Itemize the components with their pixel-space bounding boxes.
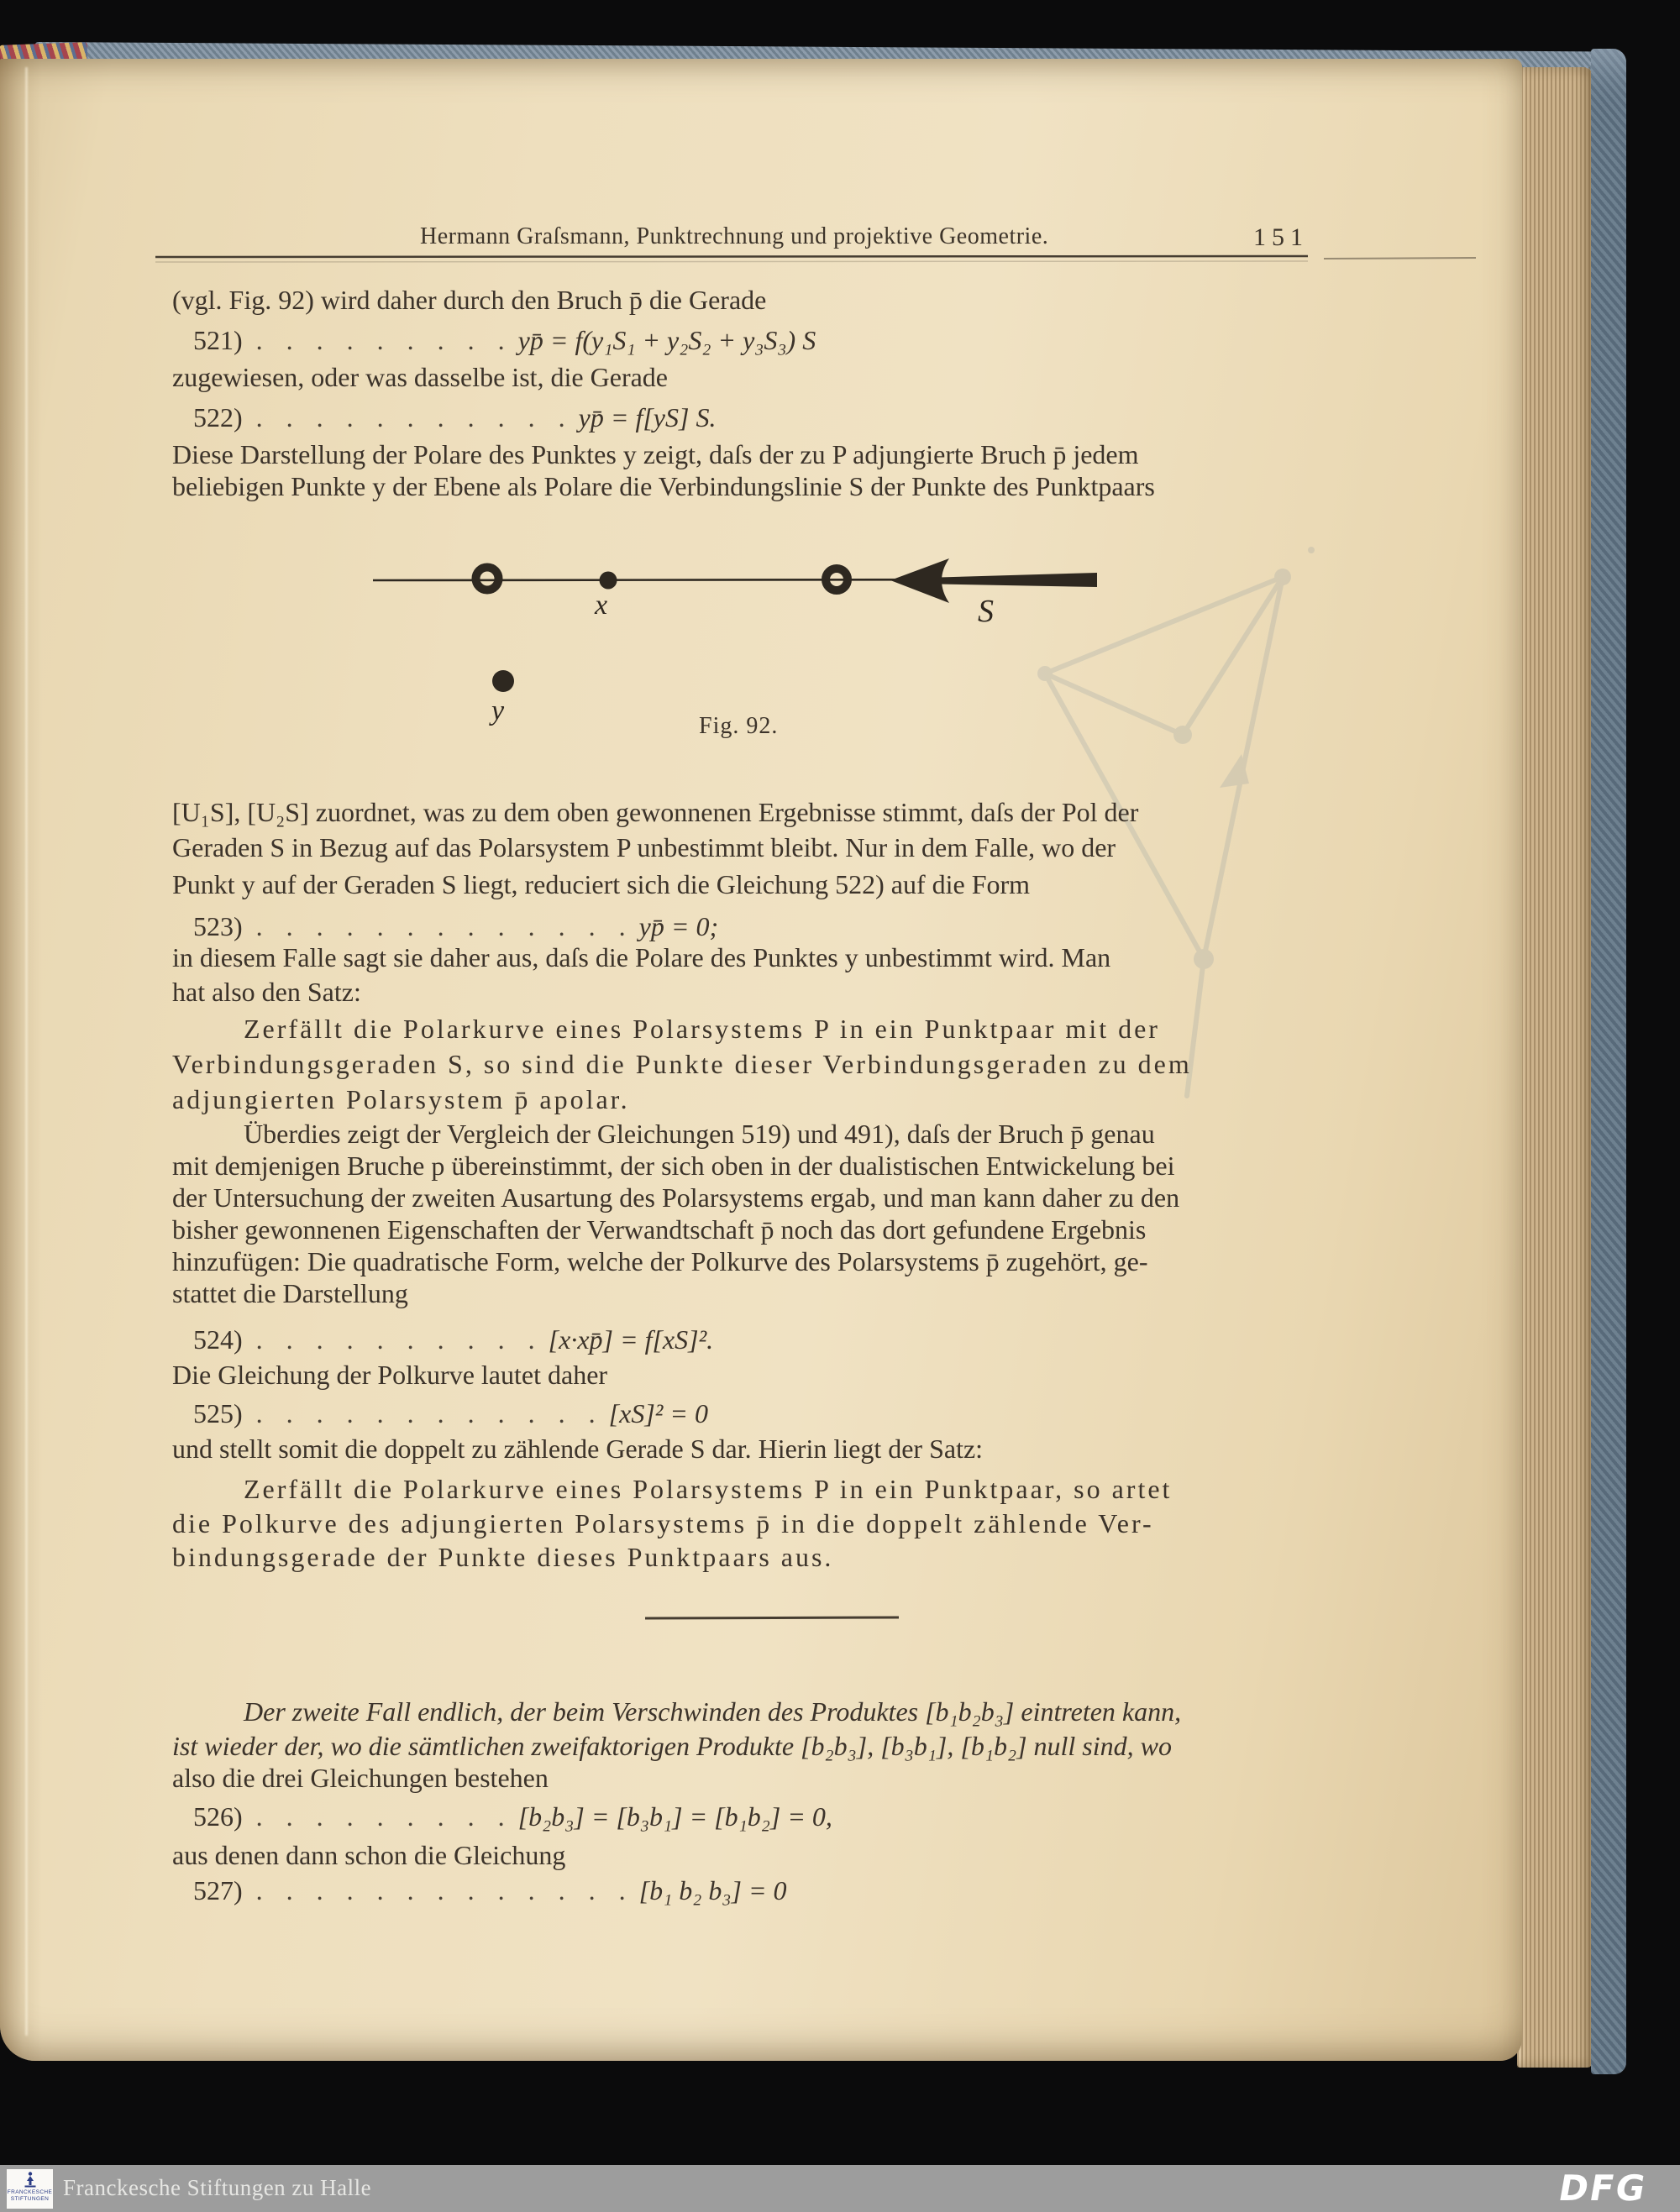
dot-leader: . . . . . . . . . . . . <box>255 1398 596 1428</box>
theorem-line: adjungierten Polarsystem p̄ apolar. <box>172 1084 630 1114</box>
text-line: Die Gleichung der Polkurve lautet daher <box>172 1360 608 1390</box>
equation-525 <box>193 1398 708 1429</box>
equation-formula: yp̄ = 0; <box>638 911 719 941</box>
equation-521 <box>193 325 816 356</box>
logo-text-line2: STIFTUNGEN <box>10 2195 50 2202</box>
text-line: zugewiesen, oder was dasselbe ist, die Gerade <box>172 362 668 392</box>
dot-leader: . . . . . . . . . . . . . <box>255 911 626 941</box>
text-line: also die drei Gleichungen bestehen <box>172 1763 549 1793</box>
dot-leader: . . . . . . . . . . <box>255 1324 535 1355</box>
equation-number: 525) <box>193 1398 243 1428</box>
dot-leader: . . . . . . . . . . . . . <box>255 1875 626 1905</box>
text-line: mit demjenigen Bruche p übereinstimmt, der sich oben in der dualistischen Entwickelung bei <box>172 1151 1175 1181</box>
dot-leader: . . . . . . . . . <box>255 325 505 355</box>
text-line: aus denen dann schon die Gleichung <box>172 1840 566 1870</box>
text-line: Punkt y auf der Geraden S liegt, reduciert sich die Gleichung 522) auf die Form <box>172 869 1031 899</box>
equation-number: 522) <box>193 402 243 432</box>
equation-527 <box>193 1875 787 1906</box>
equation-number: 526) <box>193 1801 243 1832</box>
text-line: (vgl. Fig. 92) wird daher durch den Bruch p̄ die Gerade <box>172 285 767 315</box>
theorem-line: Zerfällt die Polarkurve eines Polarsystems P in ein Punktpaar mit der <box>244 1014 1160 1044</box>
equation-formula: [x·xp̄] = f[xS]². <box>548 1324 714 1355</box>
institution-label: Franckesche Stiftungen zu Halle <box>63 2175 372 2200</box>
emblem-icon <box>21 2171 39 2189</box>
dfg-logo: DFG <box>1555 2167 1651 2209</box>
equation-number: 524) <box>193 1324 243 1355</box>
theorem-line: die Polkurve des adjungierten Polarsystems p̄ in die doppelt zählende Ver- <box>172 1508 1154 1538</box>
logo-text-line1: FRANCKESCHE <box>7 2189 53 2195</box>
equation-formula: [b₁ b₂ b₃] = 0 <box>638 1875 787 1905</box>
text-line: hat also den Satz: <box>172 977 361 1007</box>
equation-522 <box>193 402 716 433</box>
text-line: ist wieder der, wo die sämtlichen zweifaktorigen Produkte [b₂b₃], [b₃b₁], [b₁b₂] null sind, wo <box>172 1731 1172 1761</box>
text-line: Diese Darstellung der Polare des Punktes y zeigt, daſs der zu P adjungierte Bruch p̄ jedem <box>172 439 1139 469</box>
equation-formula: yp̄ = f[yS] S. <box>578 402 717 432</box>
text-line: beliebigen Punkte y der Ebene als Polare die Verbindungslinie S der Punkte des Punktpaars <box>172 471 1155 501</box>
running-header: Hermann Graſsmann, Punktrechnung und projektive Geometrie. <box>420 223 1049 249</box>
equation-number: 527) <box>193 1875 243 1905</box>
theorem-line: Zerfällt die Polarkurve eines Polarsystems P in ein Punktpaar, so artet <box>244 1474 1173 1504</box>
equation-formula: yp̄ = f(y₁S₁ + y₂S₂ + y₃S₃) S <box>517 325 816 355</box>
text-line: stattet die Darstellung <box>172 1278 408 1308</box>
text-line: bisher gewonnenen Eigenschaften der Verwandtschaft p̄ noch das dort gefundene Ergebnis <box>172 1214 1147 1245</box>
franckesche-stiftungen-logo <box>7 2169 53 2209</box>
figure-label-x: x <box>595 590 608 621</box>
text-line: Überdies zeigt der Vergleich der Gleichungen 519) und 491), daſs der Bruch p̄ genau <box>244 1119 1155 1149</box>
text-line: Geraden S in Bezug auf das Polarsystem P unbestimmt bleibt. Nur in dem Falle, wo der <box>172 832 1116 862</box>
text-line: der Untersuchung der zweiten Ausartung des Polarsystems ergab, und man kann daher zu den <box>172 1182 1180 1213</box>
equation-formula: [xS]² = 0 <box>608 1398 708 1428</box>
text-line: Der zweite Fall endlich, der beim Verschwinden des Produktes [b₁b₂b₃] eintreten kann, <box>244 1696 1182 1727</box>
equation-523 <box>193 911 718 942</box>
text-line: hinzufügen: Die quadratische Form, welche der Polkurve des Polarsystems p̄ zugehört, ge- <box>172 1246 1148 1276</box>
theorem-line: Verbindungsgeraden S, so sind die Punkte dieser Verbindungsgeraden zu dem <box>172 1049 1192 1079</box>
footer-bar <box>0 2165 1680 2212</box>
figure-caption: Fig. 92. <box>699 713 779 739</box>
text-line: [U₁S], [U₂S] zuordnet, was zu dem oben gewonnenen Ergebnisse stimmt, daſs der Pol der <box>172 797 1139 827</box>
equation-number: 521) <box>193 325 243 355</box>
figure-label-y: y <box>491 695 505 726</box>
equation-526 <box>193 1801 832 1832</box>
equation-number: 523) <box>193 911 243 941</box>
text-line: und stellt somit die doppelt zu zählende Gerade S dar. Hierin liegt der Satz: <box>172 1434 984 1464</box>
text-line: in diesem Falle sagt sie daher aus, daſs die Polare des Punktes y unbestimmt wird. Man <box>172 942 1111 972</box>
dot-leader: . . . . . . . . . . . <box>255 402 565 432</box>
figure-label-s: S <box>978 594 994 629</box>
equation-524 <box>193 1324 713 1355</box>
book-cover-right-edge <box>1591 49 1626 2074</box>
page-edge-stack <box>1517 67 1594 2068</box>
equation-formula: [b₂b₃] = [b₃b₁] = [b₁b₂] = 0, <box>517 1801 832 1832</box>
theorem-line: bindungsgerade der Punkte dieses Punktpaars aus. <box>172 1542 834 1572</box>
dot-leader: . . . . . . . . . <box>255 1801 505 1832</box>
page-number: 151 <box>1253 223 1309 251</box>
